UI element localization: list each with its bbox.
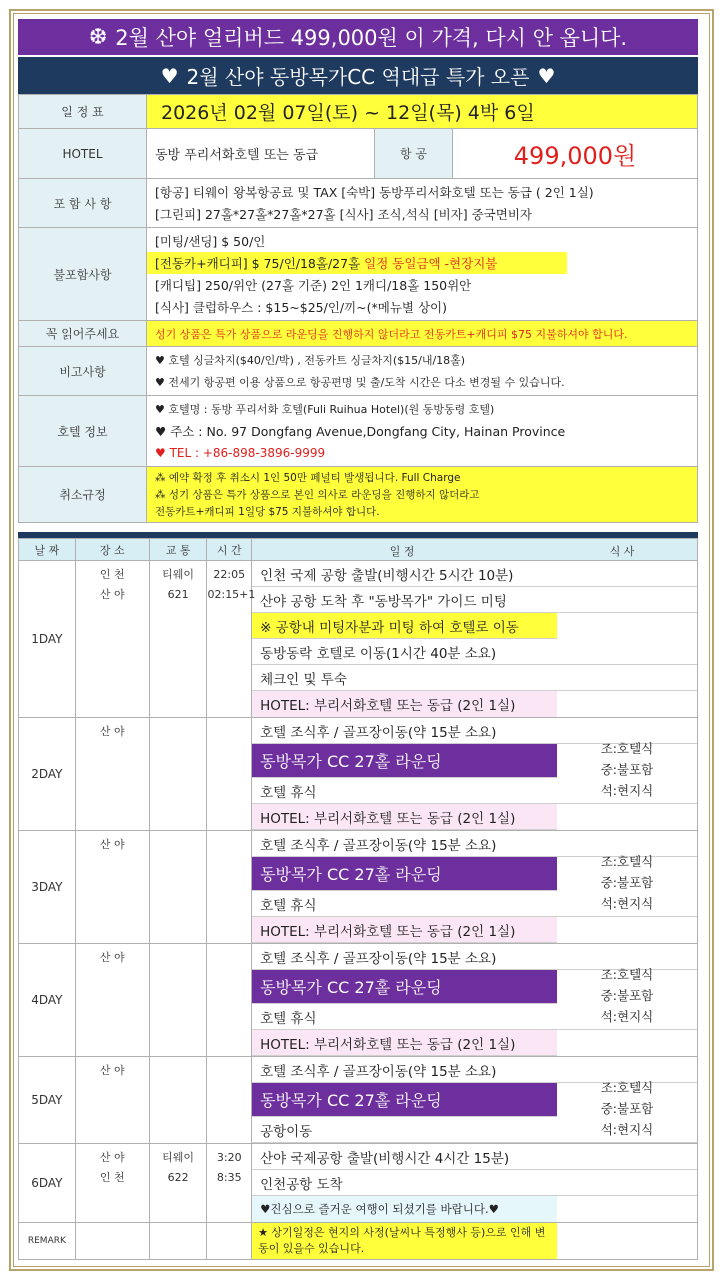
remark-label: REMARK xyxy=(19,1223,76,1260)
heart-icon: ♥ xyxy=(155,446,170,460)
day-label: 5DAY xyxy=(19,1057,76,1144)
itinerary-item: 동방목가 CC 27홀 라운딩 xyxy=(252,857,557,891)
warning-icon: ⁂ xyxy=(155,488,169,501)
farewell-text: 진심으로 즐거운 여행이 되셨기를 바랍니다. xyxy=(270,1202,489,1216)
schedule-dates: 2026년 02월 07일(토) ~ 12일(목) 4박 6일 xyxy=(147,95,698,129)
meal-info xyxy=(557,738,697,801)
col-header-time: 시 간 xyxy=(207,539,252,561)
itinerary-item: 호텔 조식후 / 골프장이동(약 15분 소요) xyxy=(252,1057,697,1083)
cancel-text: 성기 상품은 특가 상품으로 본인 의사로 라운딩을 진행하지 않더라고 xyxy=(168,489,480,501)
empty-cell xyxy=(149,1223,207,1260)
hotel-tel: TEL : +86-898-3896-9999 xyxy=(169,446,326,460)
itinerary-row xyxy=(19,944,698,1057)
remark-text xyxy=(252,1223,557,1259)
must-read-text: 성기 상품은 특가 상품으로 라운딩을 진행하지 않더라고 전동카트+캐디피 $75 지불하셔야 합니다. xyxy=(147,321,698,347)
itinerary-item: 호텔 휴식 xyxy=(252,1004,697,1030)
itinerary-item: HOTEL: 부리서화호텔 또는 동급 (2인 1실) xyxy=(252,691,557,717)
meal-line: 중:불포함 xyxy=(600,1101,654,1116)
snowflake-icon: ❆ xyxy=(88,24,108,50)
itinerary-item: 인천 국제 공항 출발(비행시간 5시간 10분) xyxy=(252,561,697,587)
hotel-info-line xyxy=(147,420,697,442)
empty-cell xyxy=(75,1223,149,1260)
excludes-line-highlight xyxy=(147,252,567,274)
place-name: 산 야 xyxy=(99,725,125,738)
meal-line: 조:호텔식 xyxy=(600,1080,654,1095)
col-header-date: 날 짜 xyxy=(19,539,76,561)
itinerary-header-text: 일 정 xyxy=(389,545,415,558)
transport-info: 티웨이 xyxy=(162,568,195,581)
meal-line: 조:호텔식 xyxy=(600,854,654,869)
cancel-label: 취소규정 xyxy=(19,467,147,523)
itinerary-item: 산야 공항 도착 후 "동방목가" 가이드 미팅 xyxy=(252,587,697,613)
meal-info xyxy=(557,851,697,914)
itinerary-item: HOTEL: 부리서화호텔 또는 동급 (2인 1실) xyxy=(252,917,557,943)
itinerary-item: 동방동락 호텔로 이동(1시간 40분 소요) xyxy=(252,639,697,665)
hotel-name: 호텔명 : 동방 푸리서화 호텔(Fuli Ruihua Hotel)(원 동방동령 호텔) xyxy=(168,403,495,416)
col-header-transport: 교 통 xyxy=(149,539,207,561)
includes-line: [항공] 티웨이 왕복항공료 및 TAX [숙박] 동방푸리서화호텔 또는 동급 ( 2인 1실) xyxy=(155,185,594,200)
meal-line: 중:불포함 xyxy=(600,875,654,890)
place-name: 산 야 xyxy=(99,951,125,964)
time-info: 3:20 xyxy=(216,1151,242,1164)
cancel-line xyxy=(147,486,697,503)
itinerary-item: 호텔 휴식 xyxy=(252,778,697,804)
itinerary-item: 호텔 휴식 xyxy=(252,891,697,917)
itinerary-item: 산야 국제공항 출발(비행시간 4시간 15분) xyxy=(252,1144,697,1170)
schedule-label: 일 정 표 xyxy=(19,95,147,129)
itinerary-item: 공항이동 xyxy=(252,1117,697,1143)
day-label: 1DAY xyxy=(19,561,76,718)
meal-line: 중:불포함 xyxy=(600,988,654,1003)
remark-body: 상기일정은 현지의 사정(날씨나 특정행사 등)으로 인해 변동이 있을수 있습니다. xyxy=(258,1226,546,1255)
transport-info: 622 xyxy=(167,1171,189,1184)
star-icon: ★ xyxy=(258,1226,272,1239)
place-name: 산 야 xyxy=(99,838,125,851)
itinerary-item: HOTEL: 부리서화호텔 또는 동급 (2인 1실) xyxy=(252,1030,557,1056)
place-name: 산 야 xyxy=(99,1151,125,1164)
place-name: 인 천 xyxy=(99,568,125,581)
excludes-line: [미팅/샌딩] $ 50/인 xyxy=(155,234,266,249)
remarks-line xyxy=(147,349,697,371)
meal-line: 석:현지식 xyxy=(600,1009,654,1024)
place-name: 산 야 xyxy=(99,588,125,601)
hotel-info-line xyxy=(147,442,697,464)
itinerary-item: 동방목가 CC 27홀 라운딩 xyxy=(252,1083,557,1117)
day-label: 2DAY xyxy=(19,718,76,831)
excludes-line: [식사] 클럽하우스 : $15~$25/인/끼~(*메뉴별 상이) xyxy=(155,300,447,315)
itinerary-row xyxy=(19,831,698,944)
heart-icon: ♥ xyxy=(155,353,169,367)
heart-icon: ♥ xyxy=(155,375,169,389)
meal-line: 조:호텔식 xyxy=(600,967,654,982)
itinerary-item: HOTEL: 부리서화호텔 또는 동급 (2인 1실) xyxy=(252,804,557,830)
itinerary-row xyxy=(19,1057,698,1144)
col-header-itinerary xyxy=(252,539,698,561)
day-label: 4DAY xyxy=(19,944,76,1057)
warning-icon: ⁂ xyxy=(155,471,169,484)
heart-icon: ♥ xyxy=(155,402,169,416)
itinerary-row xyxy=(19,718,698,831)
itinerary-row xyxy=(19,561,698,718)
itinerary-item: 동방목가 CC 27홀 라운딩 xyxy=(252,744,557,778)
includes-line: [그린피] 27홀*27홀*27홀*27홀 [식사] 조식,석식 [비자] 중국면비자 xyxy=(155,207,532,222)
heart-icon: ♥ xyxy=(260,1202,271,1216)
air-label: 항 공 xyxy=(375,129,453,179)
remark-text: 호텔 싱글차지($40/인/박) , 전동카트 싱글차지($15/내/18홀) xyxy=(168,354,466,367)
meal-header-text: 식 사 xyxy=(609,545,635,558)
meal-line: 석:현지식 xyxy=(600,783,654,798)
special-offer-text: 2월 산야 동방목가CC 역대급 특가 오픈 xyxy=(186,65,530,89)
itinerary-row xyxy=(19,1144,698,1223)
hotel-info-line xyxy=(147,398,697,420)
meal-info xyxy=(557,964,697,1027)
itinerary-item: 호텔 조식후 / 골프장이동(약 15분 소요) xyxy=(252,718,697,744)
place-name: 산 야 xyxy=(99,1064,125,1077)
excludes-line: [캐디팁] 250/위안 (27홀 기준) 2인 1캐디/18홀 150위안 xyxy=(155,278,472,293)
itinerary-table xyxy=(18,538,698,1260)
excludes-red-note: 일정 동일금액 -현장지불 xyxy=(364,256,498,271)
hotel-label: HOTEL xyxy=(19,129,147,179)
meal-line: 조:호텔식 xyxy=(600,741,654,756)
day-label: 6DAY xyxy=(19,1144,76,1223)
place-name: 인 천 xyxy=(99,1171,125,1184)
cancel-text: 예약 확정 후 취소시 1인 50만 페널티 발생됩니다. Full Charge xyxy=(168,472,461,484)
remarks-label: 비고사항 xyxy=(19,347,147,396)
meal-info xyxy=(557,1077,697,1140)
hotel-value: 동방 푸리서화호텔 또는 동급 xyxy=(147,129,375,179)
meal-line: 중:불포함 xyxy=(600,762,654,777)
time-info: 8:35 xyxy=(216,1171,242,1184)
heart-icon: ♥ xyxy=(155,423,171,439)
early-bird-text: 2월 산야 얼리버드 499,000원 이 가격, 다시 안 옵니다. xyxy=(115,26,628,50)
heart-icon: ♥ xyxy=(488,1202,499,1216)
empty-cell xyxy=(207,1223,252,1260)
time-info: 22:05 xyxy=(213,568,246,581)
itinerary-item: ※ 공항내 미팅자분과 미팅 하여 호텔로 이동 xyxy=(252,613,557,639)
time-info: 02:15+1 xyxy=(207,588,256,601)
remark-row xyxy=(19,1223,698,1260)
heart-icon: ♥ xyxy=(537,63,556,88)
itinerary-item: 체크인 및 투숙 xyxy=(252,665,697,691)
remarks-line xyxy=(147,371,697,393)
transport-info: 621 xyxy=(167,588,189,601)
col-header-place: 장 소 xyxy=(75,539,149,561)
cancel-line: 전동카트+캐디피 1일당 $75 지불하셔야 합니다. xyxy=(155,506,380,518)
meal-line: 석:현지식 xyxy=(600,896,654,911)
cancel-line xyxy=(147,469,697,486)
itinerary-item: 인천공항 도착 xyxy=(252,1170,697,1196)
itinerary-item: 호텔 조식후 / 골프장이동(약 15분 소요) xyxy=(252,831,697,857)
meal-line: 석:현지식 xyxy=(600,1122,654,1137)
hotel-info-label: 호텔 정보 xyxy=(19,396,147,467)
remark-text: 전세기 항공편 이용 상품으로 항공편명 및 출/도착 시간은 다소 변경될 수 있습니다. xyxy=(168,376,565,389)
transport-info: 티웨이 xyxy=(162,1151,195,1164)
must-read-label: 꼭 읽어주세요 xyxy=(19,321,147,347)
special-offer-banner xyxy=(18,57,698,94)
price: 499,000원 xyxy=(453,129,698,179)
excludes-cart-caddie: [전동카+캐디피] $ 75/인/18홀/27홀 xyxy=(155,256,361,271)
itinerary-item: 동방목가 CC 27홀 라운딩 xyxy=(252,970,557,1004)
early-bird-banner xyxy=(18,19,698,55)
tour-info-table xyxy=(18,94,698,523)
itinerary-item xyxy=(252,1196,557,1222)
includes-label: 포 함 사 항 xyxy=(19,179,147,228)
heart-icon: ♥ xyxy=(160,63,179,88)
day-label: 3DAY xyxy=(19,831,76,944)
itinerary-item: 호텔 조식후 / 골프장이동(약 15분 소요) xyxy=(252,944,697,970)
hotel-address: 주소 : No. 97 Dongfang Avenue,Dongfang City, Hainan Province xyxy=(170,424,566,439)
excludes-label: 불포함사항 xyxy=(19,228,147,321)
